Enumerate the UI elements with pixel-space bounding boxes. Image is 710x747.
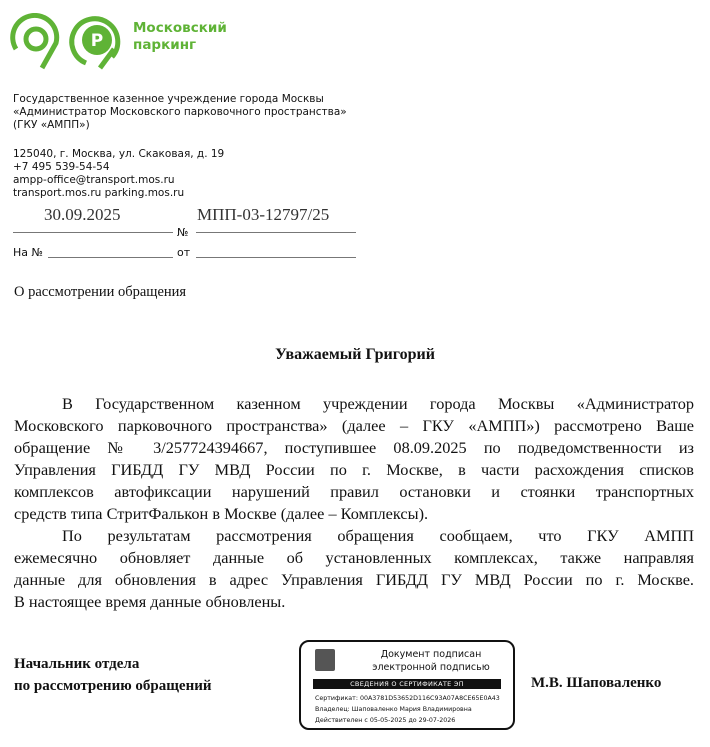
parking-p-icon — [72, 19, 118, 68]
phone: +7 495 539-54-54 — [13, 161, 110, 173]
signatory-position — [14, 653, 212, 697]
ref-label: На № — [13, 246, 43, 259]
stamp-title — [351, 648, 511, 674]
position-line: по рассмотрению обращений — [14, 678, 212, 694]
text-line: обращение № 3/257724394667, поступившее 08.09.2025 по подведомственности из — [14, 438, 694, 457]
text-line: данные для обновления в адрес Управления ГИБДД ГУ МВД России по г. Москве. — [14, 570, 694, 589]
stamp-title-line: Документ подписан — [380, 649, 482, 660]
text-line: комплексов автофиксации нарушений правил остановки и стоянки транспортных — [14, 482, 694, 501]
email: ampp-office@transport.mos.ru — [13, 174, 175, 186]
signatory-name: М.В. Шаповаленко — [531, 675, 662, 691]
number-label: № — [177, 226, 189, 239]
greeting: Уважаемый Григорий — [275, 346, 435, 363]
text-line: Московского парковочного пространства» (далее – ГКУ «АМПП») рассмотрено Ваше — [14, 416, 694, 435]
divider — [196, 232, 356, 233]
text-line: В настоящее время данные обновлены. — [14, 592, 286, 611]
certificate-id: Сертификат: 00A3781D53652D116C93A07A8CE65E0A43 — [315, 695, 500, 702]
org-line: «Администратор Московского парковочного пространства» — [13, 106, 347, 118]
org-line: Государственное казенное учреждение города Москвы — [13, 93, 324, 105]
position-line: Начальник отдела — [14, 656, 140, 672]
stamp-title-line: электронной подписью — [372, 662, 490, 673]
certificate-owner: Владелец: Шаповаленко Мария Владимировна — [315, 706, 472, 713]
text-line: В Государственном казенном учреждении города Москвы «Администратор — [62, 394, 694, 413]
contacts — [13, 148, 224, 200]
address: 125040, г. Москва, ул. Скаковая, д. 19 — [13, 148, 225, 160]
brand-name — [133, 20, 227, 54]
brand-line: Московский — [133, 20, 227, 36]
brand-line: паркинг — [133, 37, 197, 53]
organization-name — [13, 93, 347, 132]
text-line: Управления ГИБДД ГУ МВД России по г. Москве, в части расхождения списков — [14, 460, 694, 479]
paragraph-1 — [14, 393, 694, 613]
registration-number: МПП-03-12797/25 — [197, 205, 330, 224]
moscow-transport-logo-icon — [13, 15, 57, 68]
divider — [13, 232, 173, 233]
text-line: ежемесячно обновляет данные об установленных комплексах, также направляя — [14, 548, 694, 567]
org-line: (ГКУ «АМПП») — [13, 119, 90, 131]
text-line: средств типа СтритФалькон в Москве (далее – Комплексы). — [14, 504, 429, 523]
svg-text:P: P — [90, 31, 104, 51]
registration-date: 30.09.2025 — [44, 205, 121, 224]
logo-icons — [10, 13, 125, 71]
subject: О рассмотрении обращения — [14, 284, 187, 300]
divider — [48, 257, 173, 258]
divider — [196, 257, 356, 258]
electronic-signature-stamp — [299, 640, 515, 730]
certificate-header: СВЕДЕНИЯ О СЕРТИФИКАТЕ ЭП — [313, 679, 501, 689]
certificate-validity: Действителен с 05-05-2025 до 29-07-2026 — [315, 717, 456, 724]
websites: transport.mos.ru parking.mos.ru — [13, 187, 185, 199]
text-line: По результатам рассмотрения обращения сообщаем, что ГКУ АМПП — [62, 526, 694, 545]
from-label: от — [177, 246, 191, 259]
moscow-coat-of-arms-icon — [315, 649, 335, 671]
